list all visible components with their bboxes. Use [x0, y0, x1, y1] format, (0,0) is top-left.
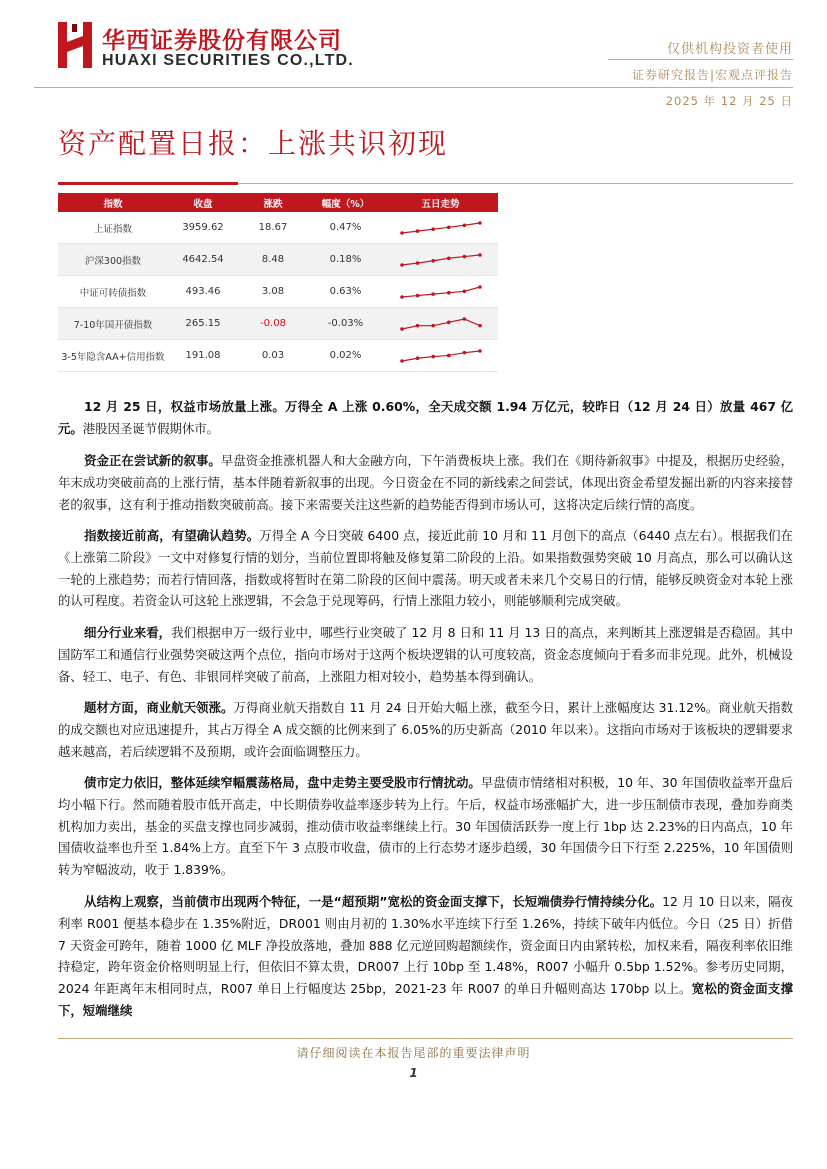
sparkline-point [400, 231, 404, 235]
report-type: 证券研究报告|宏观点评报告 [631, 68, 793, 82]
huaxi-logo-icon [58, 22, 92, 68]
change-cell: 0.03 [238, 340, 308, 372]
sparkline-point [478, 221, 482, 225]
sparkline-point [478, 323, 482, 327]
sparkline-point [431, 258, 435, 262]
sparkline [399, 316, 483, 332]
paragraph-text: 港股因圣诞节假期休市。 [82, 420, 220, 436]
header-divider [34, 87, 793, 88]
paragraph-lead: 题材方面，商业航天领涨。 [84, 700, 234, 715]
audience-note: 仅供机构投资者使用 [666, 42, 793, 57]
paragraph-lead: 资金正在尝试新的叙事。 [84, 453, 221, 468]
pct-cell: 0.47% [308, 212, 383, 244]
sparkline-point [431, 323, 435, 327]
sparkline-point [400, 327, 404, 331]
paragraph-text: 万得商业航天指数自 11 月 24 日开始大幅上涨，截至今日，累计上涨幅度达 31.12%。商业航天指数的成交额也对应迅速提升，其占万得全 A 成交额的比例来到了 6.05%的历史新高（2010 年以来）。这指向市场对于该板块的逻辑要求越来越高，若后续逻辑不及预期，或许会面临调整压力。 [58, 700, 794, 759]
sparkline-point [400, 359, 404, 363]
title-rule [58, 182, 793, 185]
sparkline-line [402, 287, 480, 297]
paragraph-lead: 12 月 25 日，权益市场放量上涨。万得全 A 上涨 0.60%，全天成交额 1.94 万亿元，较昨日（12 月 24 日）放量 467 亿元。 [58, 399, 793, 436]
five-day-trend-cell [383, 212, 498, 244]
body-paragraph [58, 891, 793, 1022]
pct-cell: 0.63% [308, 276, 383, 308]
market-table [58, 193, 498, 372]
col-header-index: 指数 [58, 193, 168, 212]
sparkline-point [447, 225, 451, 229]
sparkline-point [415, 323, 419, 327]
index-name-cell: 中证可转债指数 [58, 276, 168, 308]
sparkline [399, 348, 483, 364]
close-cell: 4642.54 [168, 244, 238, 276]
body-paragraph [58, 450, 793, 515]
body-paragraph [58, 622, 793, 687]
sparkline-point [478, 253, 482, 257]
body-paragraph [58, 697, 793, 762]
paragraph-text: 早盘债市情绪相对积极，10 年、30 年国债收益率开盘后均小幅下行。然而随着股市低开高走，中长期债券收益率逐步转为上行。午后，权益市场涨幅扩大，进一步压制债市表现，叠加券商类机构加力卖出，基金的买盘支撑也同步减弱，推动债市收益率继续上行。30 年国债活跃券一度上行 1bp 达 2.23%的日内高点，10 年国债收益率也升至 1.84%上方。直至下午 3 点股市收盘，债市的上行态势才逐步趋缓，30 年国债今日下行至 2.225%，10 年国债则转为窄幅波动，收于 1.839%。 [58, 775, 794, 878]
five-day-trend-cell [383, 340, 498, 372]
five-day-trend-cell [383, 308, 498, 340]
table-row [58, 308, 498, 340]
sparkline-line [402, 223, 480, 233]
sparkline-point [415, 356, 419, 360]
footer-divider [58, 1038, 793, 1039]
sparkline-point [415, 293, 419, 297]
sparkline-line [402, 319, 480, 329]
paragraph-lead: 债市定力依旧，整体延续窄幅震荡格局，盘中走势主要受股市行情扰动。 [84, 775, 481, 790]
legal-disclaimer-note: 请仔细阅读在本报告尾部的重要法律声明 [296, 1046, 531, 1060]
pct-cell: -0.03% [308, 308, 383, 340]
body-paragraph [58, 396, 793, 440]
sparkline [399, 284, 483, 300]
change-cell: 18.67 [238, 212, 308, 244]
close-cell: 493.46 [168, 276, 238, 308]
sparkline-point [478, 285, 482, 289]
close-cell: 3959.62 [168, 212, 238, 244]
pct-cell: 0.02% [308, 340, 383, 372]
pct-cell: 0.18% [308, 244, 383, 276]
close-cell: 265.15 [168, 308, 238, 340]
sparkline [399, 252, 483, 268]
sparkline-point [447, 320, 451, 324]
paragraph-lead: 指数接近前高，有望确认趋势。 [84, 528, 260, 543]
change-cell: 8.48 [238, 244, 308, 276]
sparkline-point [462, 289, 466, 293]
body-paragraph [58, 525, 793, 612]
sparkline-point [462, 254, 466, 258]
sparkline-point [431, 292, 435, 296]
sparkline-point [400, 263, 404, 267]
change-cell: 3.08 [238, 276, 308, 308]
close-cell: 191.08 [168, 340, 238, 372]
paragraph-text: 12 月 10 日以来，隔夜利率 R001 便基本稳步在 1.35%附近，DR001 则由月初的 1.30%水平连续下行至 1.26%，持续下破年内低位。今日（25 日）折借 7 天资金可跨年，随着 1000 亿 MLF 净投放落地，叠加 888 亿元逆回购超额续作，资金面日内由紧转松，加权来看，隔夜利率依旧维持稳定，跨年资金价格则明显上行，但依旧不算太贵，DR007 上行 10bp 至 1.48%，R007 小幅升 0.5bp 1.52%。参考历史同期，2024 年距离年末相同时点，R007 单日上行幅度达 25bp，2021-23 年 R007 的单日升幅则高达 170bp 以上。 [58, 894, 793, 997]
sparkline-point [415, 261, 419, 265]
sparkline-point [447, 353, 451, 357]
sparkline-point [447, 290, 451, 294]
sparkline-point [462, 350, 466, 354]
header-divider [608, 59, 793, 60]
page-number: 1 [409, 1066, 418, 1080]
report-date: 2025 年 12 月 25 日 [665, 94, 793, 108]
five-day-trend-cell [383, 244, 498, 276]
table-row [58, 212, 498, 244]
sparkline-point [415, 229, 419, 233]
report-title: 资产配置日报：上涨共识初现 [58, 127, 449, 160]
paragraph-lead: 细分行业来看， [84, 625, 172, 640]
body-paragraph [58, 772, 793, 881]
index-name-cell: 7-10年国开债指数 [58, 308, 168, 340]
col-header-change: 涨跌 [238, 193, 308, 212]
sparkline [399, 220, 483, 236]
sparkline-line [402, 255, 480, 265]
paragraph-text: 我们根据申万一级行业中，哪些行业突破了 12 月 8 日和 11 月 13 日的高点，来判断其上涨逻辑是否稳固。其中国防军工和通信行业强势突破这两个点位，指向市场对于这两个板块逻辑的认可度较高，资金态度倾向于看多而非兑现。此外，机械设备、轻工、电子、有色、非银同样突破了前高，上涨阻力相对较小，趋势基本得到确认。 [58, 625, 793, 684]
sparkline-point [478, 349, 482, 353]
index-name-cell: 沪深300指数 [58, 244, 168, 276]
index-name-cell: 上证指数 [58, 212, 168, 244]
five-day-trend-cell [383, 276, 498, 308]
sparkline-point [462, 317, 466, 321]
sparkline-point [400, 295, 404, 299]
table-header-row [58, 193, 498, 212]
company-name-en: HUAXI SECURITIES CO.,LTD. [102, 52, 354, 69]
company-name-cn: 华西证券股份有限公司 [102, 27, 342, 54]
index-name-cell: 3-5年隐含AA+信用指数 [58, 340, 168, 372]
col-header-close: 收盘 [168, 193, 238, 212]
paragraph-text: 万得全 A 今日突破 6400 点，接近此前 10 月和 11 月创下的高点（6440 点左右）。根据我们在《上涨第二阶段》一文中对修复行情的划分，当前位置即将触及修复第二阶段的上沿。如果指数强势突破 10 月高点，那么可以确认这一轮的上涨趋势；而若行情回落，指数或将暂时在第二阶段的区间中震荡。明天或者未来几个交易日的行情，能够反映资金对本轮上涨的认可程度。若资金认可这轮上涨逻辑，不会急于兑现筹码，行情上涨阻力较小，则能够顺利完成突破。 [58, 528, 793, 609]
table-row [58, 276, 498, 308]
table-row [58, 340, 498, 372]
paragraph-text: 早盘资金推涨机器人和大金融方向，下午消费板块上涨。我们在《期待新叙事》中提及，根据历史经验，年末成功突破前高的上涨行情，基本伴随着新叙事的出现。今日资金在不同的新线索之间尝试，体现出资金希望发掘出新的内容来接替老的叙事，这有利于推动指数突破前高。接下来需要关注这些新的趋势能否得到市场认可，这将决定后续行情的高度。 [58, 453, 794, 512]
table-row [58, 244, 498, 276]
col-header-pct: 幅度（%） [308, 193, 383, 212]
sparkline-line [402, 351, 480, 361]
sparkline-point [431, 227, 435, 231]
paragraph-tail: 宽松的资金面支撑下，短端继续 [58, 981, 793, 1018]
sparkline-point [447, 256, 451, 260]
sparkline-point [431, 354, 435, 358]
change-cell: -0.08 [238, 308, 308, 340]
paragraph-lead: 从结构上观察，当前债市出现两个特征，一是“超预期”宽松的资金面支撑下，长短端债券行情持续分化。 [84, 894, 663, 909]
sparkline-point [462, 223, 466, 227]
col-header-trend: 五日走势 [383, 193, 498, 212]
